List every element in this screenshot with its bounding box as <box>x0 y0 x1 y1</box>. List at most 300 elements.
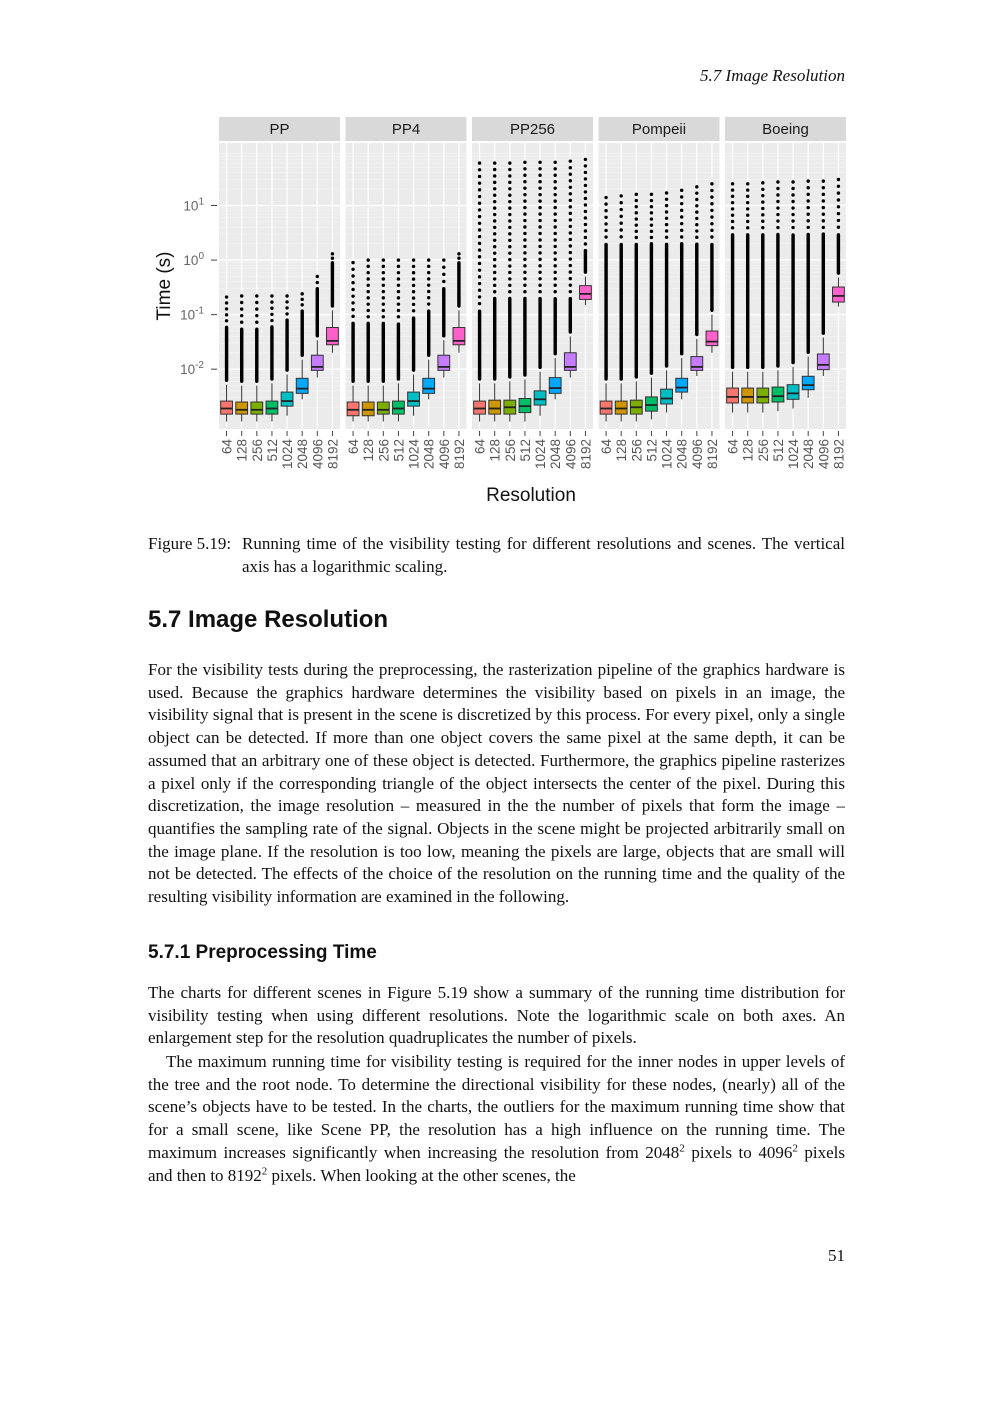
outlier-point <box>710 209 713 212</box>
outlier-point <box>680 235 683 238</box>
exponent-a: 2 <box>679 1142 685 1155</box>
outlier-point <box>569 244 572 247</box>
facet-strip-label: Pompeii <box>631 121 687 138</box>
outlier-point <box>478 202 481 205</box>
outlier-point <box>523 199 526 202</box>
outlier-point <box>523 277 526 280</box>
outlier-point <box>761 233 764 236</box>
outlier-point <box>695 185 698 188</box>
outlier-point <box>397 322 400 325</box>
outlier-point <box>508 277 511 280</box>
outlier-point <box>240 307 243 310</box>
outlier-point <box>746 201 749 204</box>
x-tick-label: 64 <box>599 439 615 455</box>
x-tick-label: 256 <box>629 439 645 462</box>
outlier-point <box>680 242 683 245</box>
outlier-point <box>776 193 779 196</box>
x-tick-label: 64 <box>219 439 235 455</box>
panel-background <box>472 143 593 429</box>
outlier-point <box>680 209 683 212</box>
x-tick-label: 64 <box>346 439 362 455</box>
x-tick-label: 128 <box>361 439 377 462</box>
outlier-point <box>427 290 430 293</box>
outlier-point <box>604 222 607 225</box>
outlier-point <box>382 265 385 268</box>
outlier-point <box>225 319 228 322</box>
outlier-point <box>731 201 734 204</box>
outlier-point <box>635 193 638 196</box>
outlier-point <box>635 243 638 246</box>
paragraph-2-part-b: pixels to <box>684 1142 759 1162</box>
y-tick-label: $10^{-2}$ <box>180 360 204 378</box>
outlier-point <box>523 264 526 267</box>
x-tick-label: 2048 <box>295 439 311 470</box>
x-tick-label: 1024 <box>659 439 675 470</box>
outlier-point <box>508 284 511 287</box>
outlier-point <box>569 159 572 162</box>
outlier-point <box>538 245 541 248</box>
outlier-point <box>822 219 825 222</box>
outlier-point <box>619 228 622 231</box>
x-tick-label: 1024 <box>280 439 296 470</box>
outlier-point <box>569 290 572 293</box>
box-1024 <box>787 385 799 400</box>
x-tick-label: 256 <box>502 439 518 462</box>
outlier-point <box>665 243 668 246</box>
outlier-point <box>300 303 303 306</box>
outlier-point <box>255 301 258 304</box>
outlier-point <box>619 243 622 246</box>
outlier-point <box>776 187 779 190</box>
x-tick-label: 8192 <box>831 439 847 470</box>
outlier-point <box>635 223 638 226</box>
outlier-point <box>837 198 840 201</box>
outlier-point <box>553 186 556 189</box>
outlier-point <box>255 314 258 317</box>
box-8192 <box>580 286 592 300</box>
outlier-point <box>619 235 622 238</box>
outlier-point <box>584 171 587 174</box>
outlier-point <box>538 186 541 189</box>
outlier-point <box>493 264 496 267</box>
outlier-point <box>553 219 556 222</box>
outlier-point <box>493 219 496 222</box>
outlier-point <box>604 235 607 238</box>
outlier-point <box>478 168 481 171</box>
outlier-point <box>508 271 511 274</box>
outlier-point <box>523 290 526 293</box>
outlier-point <box>508 174 511 177</box>
outlier-point <box>569 270 572 273</box>
outlier-point <box>366 284 369 287</box>
outlier-point <box>442 287 445 290</box>
box-128 <box>489 400 501 414</box>
outlier-point <box>710 202 713 205</box>
figure-caption-label: Figure 5.19: <box>148 534 232 553</box>
outlier-point <box>680 189 683 192</box>
x-tick-label: 8192 <box>451 439 467 470</box>
outlier-point <box>650 193 653 196</box>
outlier-point <box>457 252 460 255</box>
outlier-point <box>523 238 526 241</box>
outlier-point <box>300 292 303 295</box>
facet-strip-label: PP4 <box>391 121 421 138</box>
outlier-point <box>538 180 541 183</box>
outlier-point <box>553 264 556 267</box>
outlier-point <box>538 199 541 202</box>
box-128 <box>615 401 627 414</box>
facet-strip-label: Boeing <box>762 121 809 138</box>
outlier-point <box>331 252 334 255</box>
outlier-point <box>366 265 369 268</box>
outlier-point <box>650 217 653 220</box>
outlier-point <box>553 284 556 287</box>
outlier-point <box>493 174 496 177</box>
outlier-point <box>569 199 572 202</box>
outlier-point <box>604 209 607 212</box>
outlier-point <box>508 290 511 293</box>
outlier-point <box>837 212 840 215</box>
outlier-point <box>776 213 779 216</box>
outlier-point <box>427 258 430 261</box>
facet-panel-pp256 <box>472 117 593 469</box>
outlier-point <box>806 219 809 222</box>
outlier-point <box>331 257 334 260</box>
outlier-point <box>604 202 607 205</box>
outlier-point <box>553 161 556 164</box>
outlier-point <box>604 196 607 199</box>
outlier-point <box>822 193 825 196</box>
outlier-point <box>822 179 825 182</box>
outlier-point <box>397 302 400 305</box>
outlier-point <box>822 212 825 215</box>
x-tick-label: 1024 <box>786 439 802 470</box>
x-tick-label: 2048 <box>421 439 437 470</box>
outlier-point <box>478 310 481 313</box>
outlier-point <box>619 208 622 211</box>
outlier-point <box>731 214 734 217</box>
outlier-point <box>806 233 809 236</box>
outlier-point <box>695 217 698 220</box>
outlier-point <box>553 180 556 183</box>
box-1024 <box>534 391 546 405</box>
outlier-point <box>695 191 698 194</box>
x-tick-label: 2048 <box>548 439 564 470</box>
x-tick-label: 64 <box>472 439 488 455</box>
section-title: 5.7 Image Resolution <box>148 606 389 633</box>
outlier-point <box>650 223 653 226</box>
outlier-point <box>285 306 288 309</box>
outlier-point <box>508 194 511 197</box>
outlier-point <box>746 220 749 223</box>
outlier-point <box>412 316 415 319</box>
outlier-point <box>382 315 385 318</box>
resolution-4096: 4096 <box>758 1142 793 1162</box>
outlier-point <box>584 197 587 200</box>
outlier-point <box>285 294 288 297</box>
outlier-point <box>761 213 764 216</box>
outlier-point <box>553 251 556 254</box>
outlier-point <box>776 219 779 222</box>
outlier-point <box>508 187 511 190</box>
outlier-point <box>366 277 369 280</box>
outlier-point <box>427 296 430 299</box>
outlier-point <box>331 261 334 264</box>
outlier-point <box>635 217 638 220</box>
outlier-point <box>680 215 683 218</box>
x-tick-label: 8192 <box>704 439 720 470</box>
outlier-point <box>366 309 369 312</box>
outlier-point <box>837 233 840 236</box>
x-tick-label: 128 <box>234 439 250 462</box>
outlier-point <box>493 277 496 280</box>
outlier-point <box>569 277 572 280</box>
outlier-point <box>508 239 511 242</box>
outlier-point <box>240 321 243 324</box>
figure-box-plots <box>148 110 848 510</box>
outlier-point <box>285 300 288 303</box>
box-64 <box>600 401 612 414</box>
outlier-point <box>382 322 385 325</box>
outlier-point <box>478 275 481 278</box>
outlier-point <box>493 200 496 203</box>
outlier-point <box>538 238 541 241</box>
outlier-point <box>493 297 496 300</box>
outlier-point <box>776 200 779 203</box>
outlier-point <box>412 277 415 280</box>
x-tick-label: 4096 <box>689 439 705 470</box>
outlier-point <box>382 284 385 287</box>
box-64 <box>221 401 233 414</box>
outlier-point <box>791 180 794 183</box>
outlier-point <box>806 226 809 229</box>
x-tick-label: 256 <box>755 439 771 462</box>
outlier-point <box>776 233 779 236</box>
outlier-point <box>806 212 809 215</box>
outlier-point <box>427 271 430 274</box>
outlier-point <box>240 301 243 304</box>
outlier-point <box>351 315 354 318</box>
outlier-point <box>523 180 526 183</box>
outlier-point <box>538 264 541 267</box>
subsection-title: 5.7.1 Preprocessing Time <box>148 942 377 963</box>
x-tick-label: 128 <box>487 439 503 462</box>
outlier-point <box>584 164 587 167</box>
outlier-point <box>680 202 683 205</box>
outlier-point <box>665 223 668 226</box>
box-4096 <box>311 355 323 370</box>
outlier-point <box>665 217 668 220</box>
x-tick-label: 4096 <box>563 439 579 470</box>
x-tick-label: 8192 <box>578 439 594 470</box>
outlier-point <box>351 308 354 311</box>
outlier-point <box>731 195 734 198</box>
outlier-point <box>680 222 683 225</box>
page-number: 51 <box>828 1246 845 1265</box>
outlier-point <box>523 271 526 274</box>
outlier-point <box>680 229 683 232</box>
outlier-point <box>366 302 369 305</box>
outlier-point <box>538 290 541 293</box>
outlier-point <box>442 258 445 261</box>
outlier-point <box>837 178 840 181</box>
outlier-point <box>351 274 354 277</box>
outlier-point <box>382 271 385 274</box>
subsection-paragraph-1: The charts for different scenes in Figure 5.19 show a summary of the running time distribution for visibility testing when using different resolutions. Note the logarithmic scale on both axes. An enlargement step for the resolution quadruplicates the number of pixels. <box>148 983 845 1048</box>
outlier-point <box>553 225 556 228</box>
outlier-point <box>478 228 481 231</box>
outlier-point <box>255 294 258 297</box>
outlier-point <box>731 220 734 223</box>
outlier-point <box>569 212 572 215</box>
outlier-point <box>569 166 572 169</box>
outlier-point <box>351 301 354 304</box>
outlier-point <box>493 194 496 197</box>
outlier-point <box>695 242 698 245</box>
box-2048 <box>296 378 308 393</box>
outlier-point <box>650 211 653 214</box>
outlier-point <box>553 199 556 202</box>
outlier-point <box>240 314 243 317</box>
outlier-point <box>746 182 749 185</box>
outlier-point <box>569 231 572 234</box>
outlier-point <box>427 302 430 305</box>
outlier-point <box>270 325 273 328</box>
facet-strip-label: PP <box>269 121 290 138</box>
outlier-point <box>731 233 734 236</box>
outlier-point <box>569 179 572 182</box>
outlier-point <box>255 307 258 310</box>
outlier-point <box>806 179 809 182</box>
outlier-point <box>351 261 354 264</box>
outlier-point <box>300 298 303 301</box>
y-axis-label: Time (s) <box>154 251 175 321</box>
paragraph-2-part-d: pixels. When looking at the other scenes, the <box>267 1165 576 1185</box>
outlier-point <box>584 190 587 193</box>
outlier-point <box>665 191 668 194</box>
outlier-point <box>493 206 496 209</box>
outlier-point <box>412 284 415 287</box>
outlier-point <box>412 303 415 306</box>
outlier-point <box>791 219 794 222</box>
outlier-point <box>665 236 668 239</box>
outlier-point <box>731 188 734 191</box>
outlier-point <box>584 242 587 245</box>
outlier-point <box>604 216 607 219</box>
outlier-point <box>240 328 243 331</box>
outlier-point <box>731 226 734 229</box>
outlier-point <box>478 215 481 218</box>
outlier-point <box>584 236 587 239</box>
outlier-point <box>538 206 541 209</box>
facet-panel-boeing <box>725 117 846 469</box>
outlier-point <box>523 167 526 170</box>
outlier-point <box>397 296 400 299</box>
outlier-point <box>366 322 369 325</box>
outlier-point <box>569 186 572 189</box>
outlier-point <box>538 219 541 222</box>
outlier-point <box>761 200 764 203</box>
outlier-point <box>225 295 228 298</box>
outlier-point <box>569 257 572 260</box>
outlier-point <box>569 173 572 176</box>
outlier-point <box>584 210 587 213</box>
outlier-point <box>538 271 541 274</box>
outlier-point <box>822 186 825 189</box>
outlier-point <box>493 258 496 261</box>
box-1024 <box>281 392 293 406</box>
outlier-point <box>538 225 541 228</box>
box-512 <box>772 387 784 402</box>
outlier-point <box>695 210 698 213</box>
outlier-point <box>569 205 572 208</box>
outlier-point <box>746 214 749 217</box>
outlier-point <box>508 213 511 216</box>
outlier-point <box>427 265 430 268</box>
outlier-point <box>731 182 734 185</box>
outlier-point <box>569 192 572 195</box>
outlier-point <box>316 275 319 278</box>
outlier-point <box>731 207 734 210</box>
exponent-c: 2 <box>261 1164 268 1177</box>
outlier-point <box>427 277 430 280</box>
outlier-point <box>427 283 430 286</box>
outlier-point <box>478 289 481 292</box>
outlier-point <box>508 161 511 164</box>
outlier-point <box>442 273 445 276</box>
outlier-point <box>761 207 764 210</box>
paragraph-2-part-a: The maximum running time for visibility testing is required for the inner nodes in upper levels of the tree and the root node. To determine the directional visibility for these nodes, (nearly) all of the scene’s objects have to be tested. In the charts, the outliers for the maximum running time show that for a small scene, like Scene PP, the resolution has a high influence on the running time. The maximum increases significantly when increasing the resolution from <box>148 1052 845 1162</box>
outlier-point <box>538 193 541 196</box>
outlier-point <box>710 243 713 246</box>
outlier-point <box>776 226 779 229</box>
outlier-point <box>635 199 638 202</box>
outlier-point <box>478 195 481 198</box>
outlier-point <box>584 184 587 187</box>
outlier-point <box>650 205 653 208</box>
outlier-point <box>508 168 511 171</box>
outlier-point <box>493 284 496 287</box>
y-tick-label: $10^1$ <box>183 196 204 214</box>
outlier-point <box>746 188 749 191</box>
outlier-point <box>351 322 354 325</box>
outlier-point <box>619 201 622 204</box>
outlier-point <box>553 167 556 170</box>
outlier-point <box>553 245 556 248</box>
outlier-point <box>478 282 481 285</box>
outlier-point <box>791 213 794 216</box>
x-tick-label: 1024 <box>406 439 422 470</box>
outlier-point <box>412 271 415 274</box>
box-64 <box>474 401 486 414</box>
box-256 <box>377 402 389 414</box>
outlier-point <box>665 210 668 213</box>
outlier-point <box>478 235 481 238</box>
outlier-point <box>523 212 526 215</box>
outlier-point <box>523 186 526 189</box>
outlier-point <box>285 318 288 321</box>
outlier-point <box>412 309 415 312</box>
outlier-point <box>493 161 496 164</box>
outlier-point <box>523 284 526 287</box>
outlier-point <box>493 213 496 216</box>
outlier-point <box>822 206 825 209</box>
outlier-point <box>366 290 369 293</box>
outlier-point <box>351 268 354 271</box>
x-tick-label: 256 <box>249 439 265 462</box>
outlier-point <box>225 326 228 329</box>
outlier-point <box>837 191 840 194</box>
